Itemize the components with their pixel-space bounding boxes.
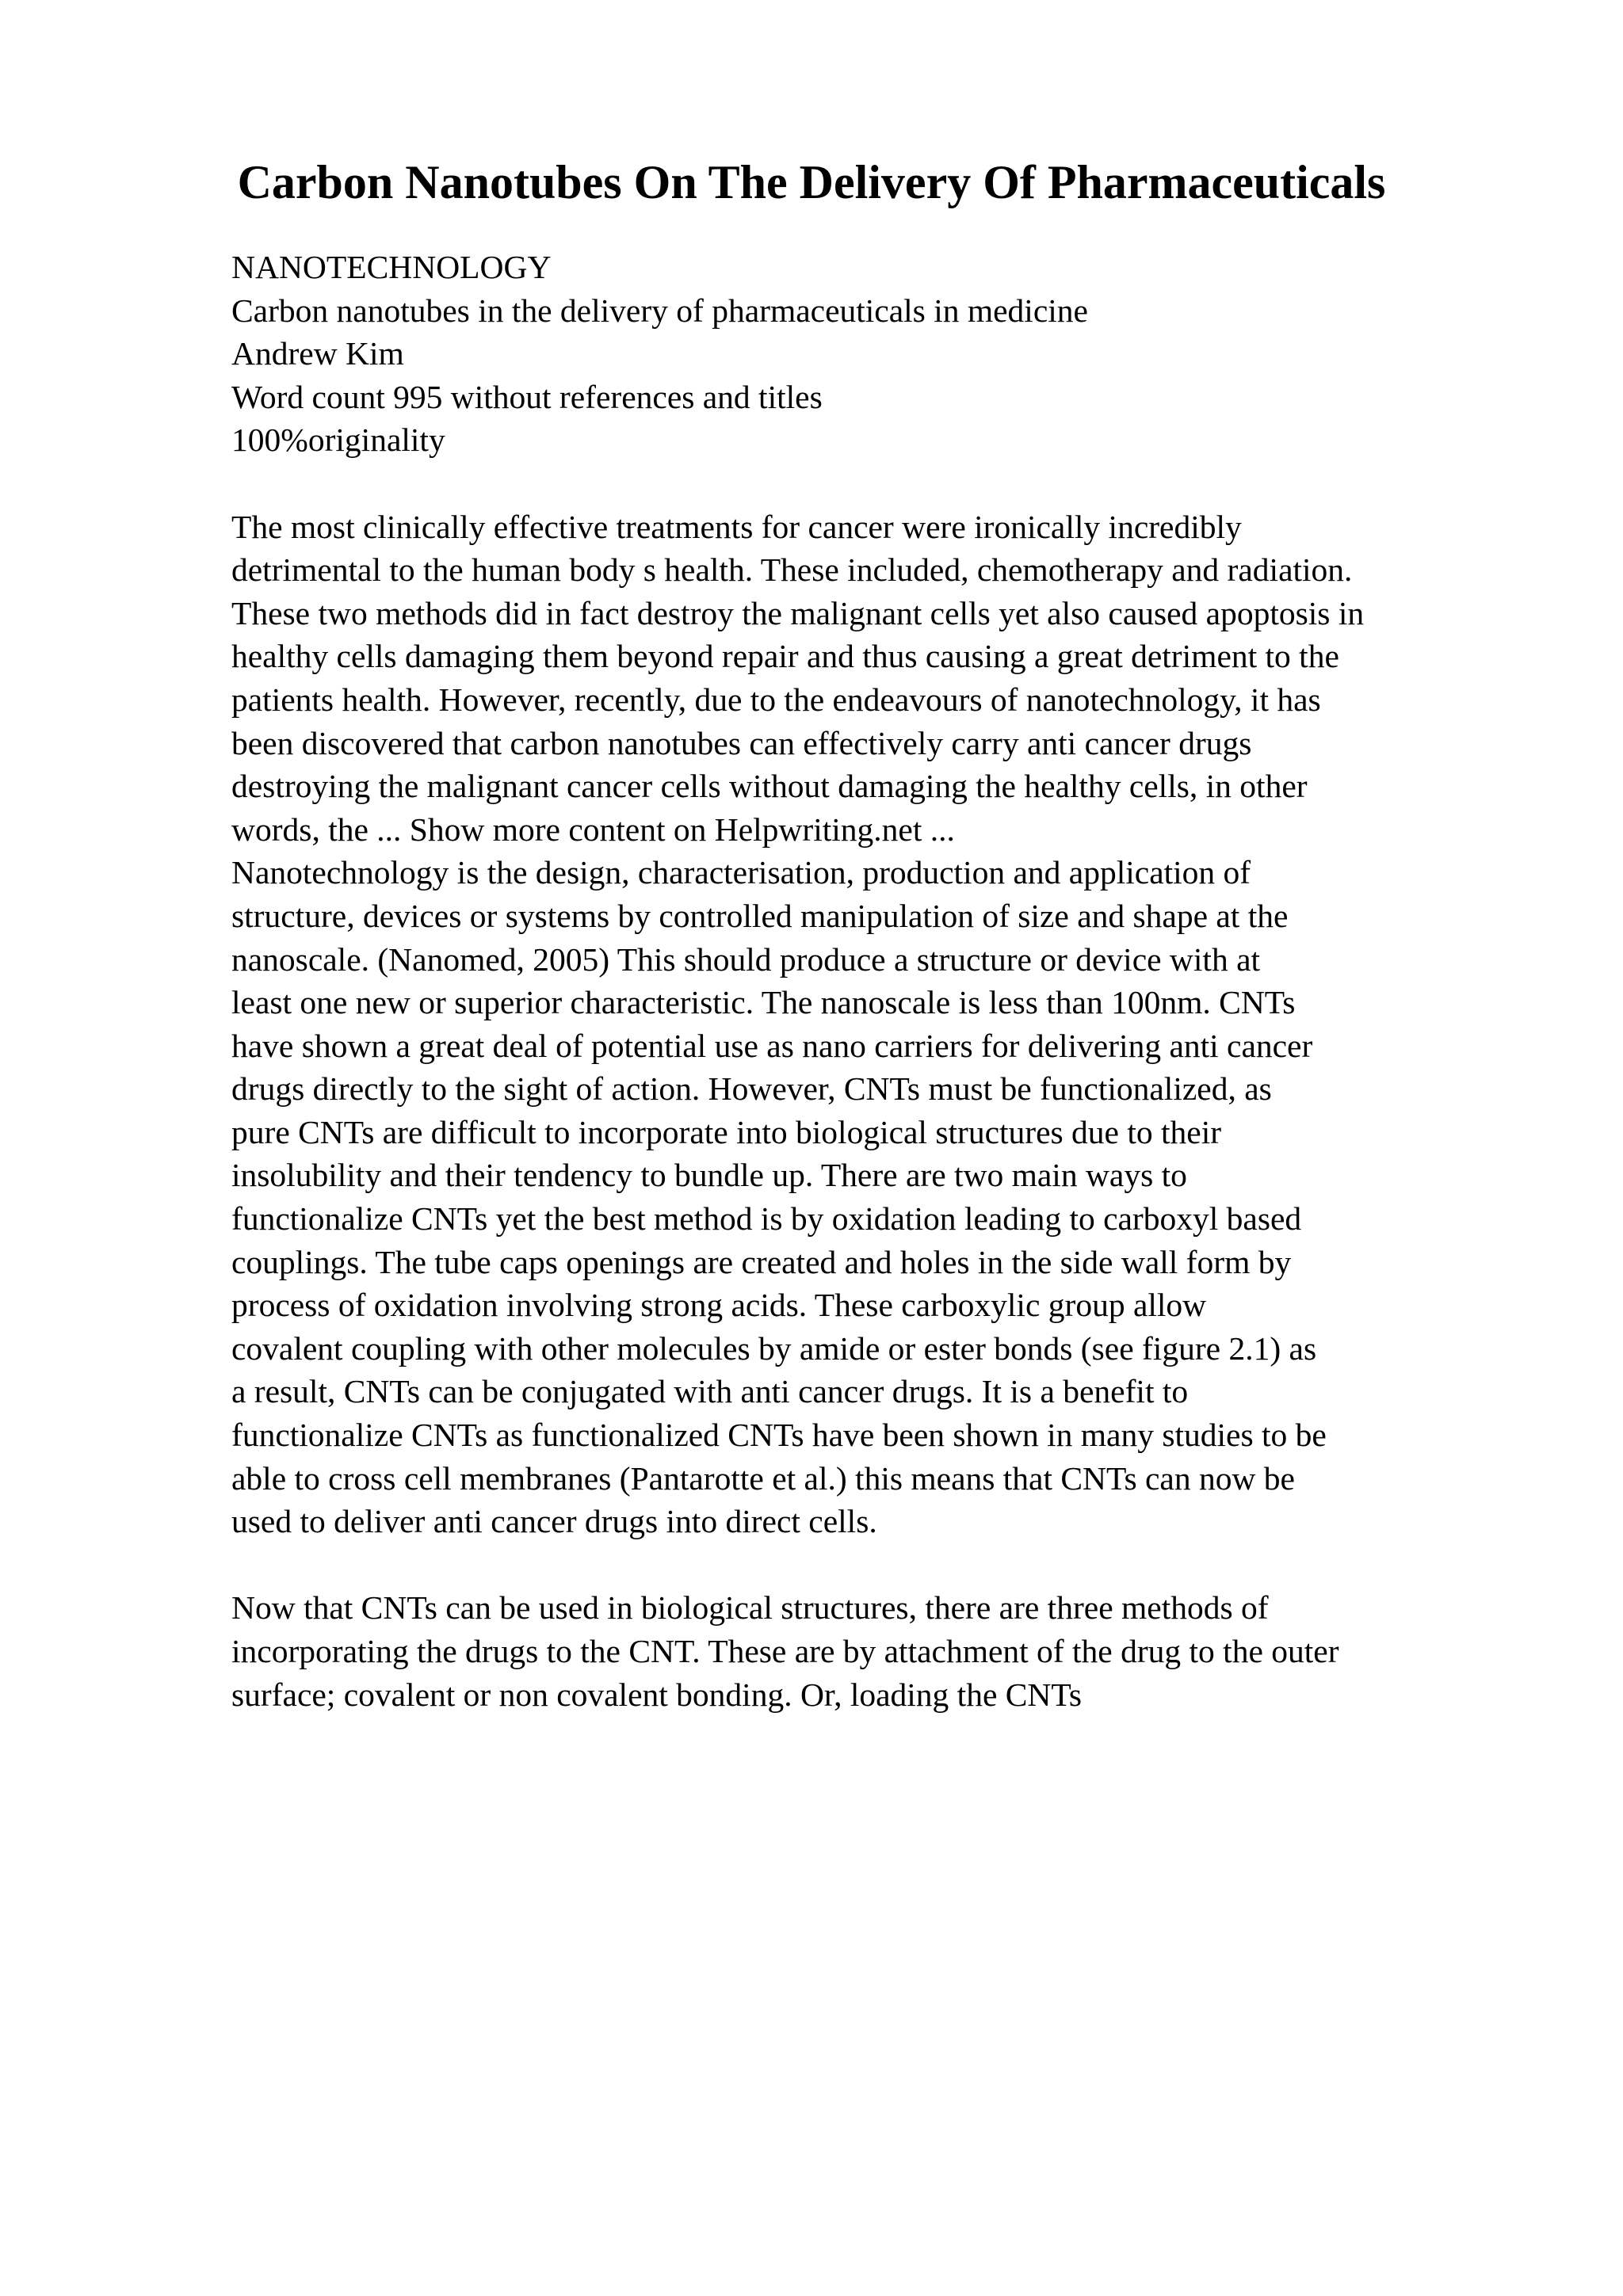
paragraph-1 [231,505,1610,852]
paragraph-line: patients health. However, recently, due to the endeavours of nanotechnology, it has [231,681,1321,718]
paragraph-line: drugs directly to the sight of action. However, CNTs must be functionalized, as [231,1070,1272,1108]
paragraph-line: been discovered that carbon nanotubes can effectively carry anti cancer drugs [231,724,1252,761]
paragraph-3 [231,1586,1610,1716]
paragraph-line: covalent coupling with other molecules by amide or ester bonds (see figure 2.1) as [231,1329,1317,1367]
paragraph-gap [231,1543,1610,1587]
header-line: 100%originality [231,421,445,459]
paragraph-line: words, the ... Show more content on Helpwriting.net ... [231,810,955,848]
paragraph-line: detrimental to the human body s health. These included, chemotherapy and radiation. [231,551,1353,589]
paragraph-line: nanoscale. (Nanomed, 2005) This should produce a structure or device with at [231,940,1261,978]
header-line: Andrew Kim [231,335,404,372]
paragraph-line: have shown a great deal of potential use as nano carriers for delivering anti cancer [231,1027,1313,1064]
paragraph-line: used to deliver anti cancer drugs into direct cells. [231,1503,877,1540]
paragraph-2 [231,851,1610,1543]
paragraph-line: These two methods did in fact destroy the malignant cells yet also caused apoptosis in [231,594,1365,631]
paragraph-line: process of oxidation involving strong acids. These carboxylic group allow [231,1287,1207,1324]
document-title: Carbon Nanotubes On The Delivery Of Pharmaceuticals [237,156,1386,208]
paragraph-line: a result, CNTs can be conjugated with anti cancer drugs. It is a benefit to [231,1373,1189,1410]
header-line: Carbon nanotubes in the delivery of pharmaceuticals in medicine [231,292,1088,329]
paragraph-line: Now that CNTs can be used in biological structures, there are three methods of [231,1589,1269,1627]
header-line: NANOTECHNOLOGY [231,249,552,285]
paragraph-line: destroying the malignant cancer cells without damaging the healthy cells, in other [231,768,1308,805]
paragraph-line: pure CNTs are difficult to incorporate into biological structures due to their [231,1113,1222,1150]
paragraph-line: least one new or superior characteristic. The nanoscale is less than 100nm. CNTs [231,984,1296,1021]
header-line: Word count 995 without references and titles [231,378,823,415]
paragraph-line: insolubility and their tendency to bundle up. There are two main ways to [231,1157,1187,1194]
paragraph-line: couplings. The tube caps openings are created and holes in the side wall form by [231,1243,1292,1280]
paragraph-line: healthy cells damaging them beyond repair and thus causing a great detriment to the [231,638,1339,675]
paragraph-line: able to cross cell membranes (Pantarotte et al.) this means that CNTs can now be [231,1459,1295,1497]
header-block [231,246,1610,462]
paragraph-line: structure, devices or systems by controlled manipulation of size and shape at the [231,897,1289,934]
paragraph-gap [231,462,1610,505]
paragraph-line: incorporating the drugs to the CNT. These are by attachment of the drug to the outer [231,1633,1339,1669]
document-body [231,246,1610,1716]
paragraph-line: The most clinically effective treatments for cancer were ironically incredibly [231,508,1242,545]
paragraph-line: functionalize CNTs yet the best method is by oxidation leading to carboxyl based [231,1200,1302,1238]
paragraph-line: functionalize CNTs as functionalized CNTs have been shown in many studies to be [231,1417,1327,1454]
paragraph-line: surface; covalent or non covalent bonding. Or, loading the CNTs [231,1676,1083,1713]
paragraph-line: Nanotechnology is the design, characterisation, production and application of [231,854,1251,891]
